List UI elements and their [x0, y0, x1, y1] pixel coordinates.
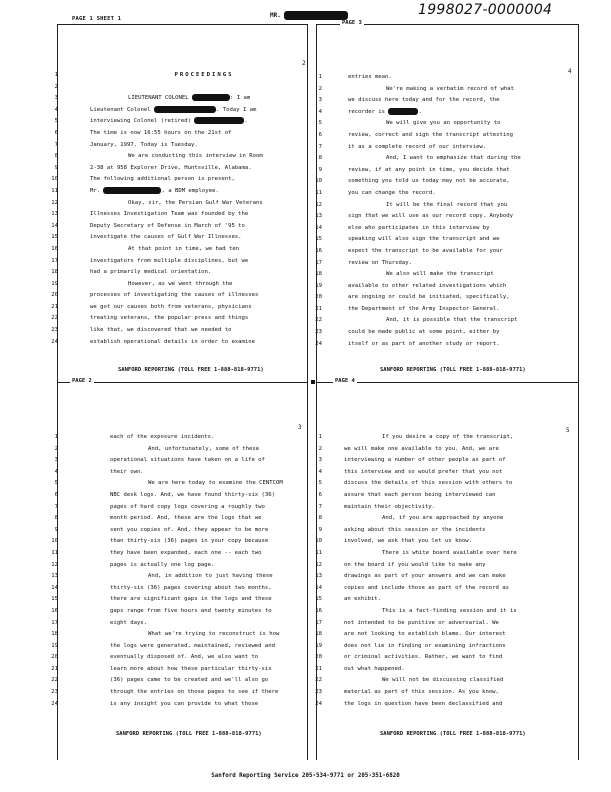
transcript-line: And, in addition to just having these — [148, 573, 273, 580]
transcript-line: investigators from multiple disciplines, but we — [90, 257, 249, 264]
transcript-line: The following additional person is present, — [90, 176, 235, 183]
transcript-line: they have been expanded, each one -- each two — [110, 549, 262, 556]
transcript-line: are not looking to establish blame. Our interest — [344, 631, 506, 638]
transcript-line: And, it is possible that the transcript — [386, 317, 518, 324]
page-footer: SANFORD REPORTING (TOLL FREE 1-888-818-9771) — [380, 367, 526, 373]
transcript-line: involved, we ask that you let us know. — [344, 538, 472, 545]
redaction-bar — [103, 187, 161, 194]
line-numbers: 1 2 3 4 5 6 7 8 9 10 11 12 13 14 15 16 17 18 19 20 21 22 23 24 — [51, 72, 58, 345]
transcript-line: We're making a verbatim record of what — [386, 85, 514, 92]
transcript-line: sign that we will use as our record copy. Anybody — [348, 213, 514, 220]
transcript-line: review, correct and sign the transcript attesting — [348, 131, 514, 138]
transcript-line: What we're trying to reconstruct is how — [148, 631, 280, 638]
transcript-line: And, I want to emphasize that during the — [386, 155, 521, 162]
transcript-line: maintain their objectivity. — [344, 503, 435, 510]
transcript-line — [90, 82, 318, 94]
transcript-line: an exhibit. — [344, 596, 382, 603]
redaction-bar — [284, 11, 348, 20]
page-footer: SANFORD REPORTING (TOLL FREE 1-888-818-9771) — [118, 367, 264, 373]
line-numbers: 1 2 3 4 5 6 7 8 9 10 11 12 13 14 15 16 17 18 19 20 21 22 23 24 — [51, 434, 58, 707]
transcript-line: (36) pages came to be created and we'll also go — [110, 677, 269, 684]
page-footer: SANFORD REPORTING (TOLL FREE 1-888-818-9771) — [116, 731, 262, 737]
transcript-line: eventually disposed of. And, we also want to — [110, 654, 259, 661]
top-rule-left — [57, 24, 307, 25]
transcript-line: or criminal activities. Rather, we want to find — [344, 654, 503, 661]
transcript-line: And, unfortunately, some of these — [148, 445, 260, 452]
page-number: 2 — [302, 60, 306, 67]
transcript-line: The time is now 16:55 hours on the 21st of — [90, 129, 232, 136]
transcript-line: speaking will also sign the transcript and we — [348, 236, 500, 243]
transcript-line: copies and include those as part of the record as — [344, 584, 510, 591]
transcript-page-4 — [304, 60, 584, 380]
transcript-line: their own. — [110, 468, 144, 475]
transcript-line: review on Thursday. — [348, 259, 412, 266]
transcript-line: asking about this session or the incidents — [344, 526, 486, 533]
transcript-line: month period. And, these are the logs that we — [110, 515, 262, 522]
transcript-line: discuss the details of this session with others to — [344, 480, 513, 487]
transcript-line: review, if at any point in time, you decide that — [348, 166, 510, 173]
page-number: 5 — [566, 427, 570, 434]
transcript-line: processes of investigating the causes of illnesses — [90, 292, 259, 299]
transcript-line: drawings as part of your answers and we can make — [344, 573, 506, 580]
redaction-bar — [194, 117, 244, 124]
page-number: 3 — [298, 424, 302, 431]
transcript-line: you can change the record. — [348, 189, 436, 196]
page-sheet-label: PAGE 1 SHEET 1 — [72, 16, 122, 22]
transcript-line: We will not be discussing classified — [382, 677, 504, 684]
transcript-line: entries mean. — [348, 74, 392, 80]
transcript-line: NBC desk logs. And, we have found thirty-six (36) — [110, 491, 276, 498]
transcript-line: we will make one available to you. And, we are — [344, 445, 499, 452]
transcript-lines — [344, 432, 572, 710]
transcript-line: pages is actually one log page. — [110, 561, 215, 568]
transcript-line: something you told us today may not be accurate, — [348, 178, 510, 185]
transcript-line: we got our causes both from veterans, physicians — [90, 303, 252, 310]
transcript-line: establish operational details in order to examine — [90, 338, 256, 345]
transcript-line: out what happened. — [344, 665, 405, 672]
transcript-line: does not lie in finding or examining infractions — [344, 642, 506, 649]
transcript-line: are ongoing or could be initiated, specifically, — [348, 294, 510, 301]
transcript-lines — [110, 432, 310, 710]
transcript-line: Okay, sir, the Persian Gulf War Veterans — [128, 199, 263, 206]
transcript-line: there are significant gaps in the logs and these — [110, 596, 272, 603]
transcript-line: had a primarily medical orientation. — [90, 269, 212, 276]
transcript-line: this interview and so would prefer that you not — [344, 468, 503, 475]
transcript-page-2 — [40, 60, 320, 380]
transcript-line: We are conducting this interview in Room — [128, 153, 263, 160]
mr-label: MR. — [270, 12, 281, 19]
transcript-line: material as part of this session. As you know, — [344, 689, 499, 696]
transcript-line: available to other related investigations which — [348, 282, 507, 289]
transcript-line: like that, we discovered that we needed to — [90, 327, 232, 334]
transcript-line: At that point in time, we had ten — [128, 245, 240, 252]
transcript-lines — [348, 72, 576, 350]
page-tag-2: PAGE 2 — [72, 378, 92, 384]
transcript-page-5 — [304, 424, 584, 744]
transcript-line: LIEUTENANT COLONEL : I am — [128, 95, 251, 102]
transcript-line: operational situations have taken on a life of — [110, 457, 265, 464]
document-number: 1998027-0000004 — [418, 2, 553, 18]
transcript-line: not intended to be punitive or adversarial. We — [344, 619, 499, 626]
transcript-line: Mr. , a BDM employee. — [90, 187, 219, 194]
redaction-bar — [154, 106, 216, 113]
transcript-lines — [90, 70, 318, 348]
transcript-line: We are here today to examine the CENTCOM — [148, 480, 283, 487]
page-footer: SANFORD REPORTING (TOLL FREE 1-888-818-9771) — [380, 731, 526, 737]
transcript-line: itself or as part of another study or report. — [348, 340, 500, 347]
transcript-line: recorder is . — [348, 108, 422, 115]
transcript-line: could be made public at some point, either by — [348, 329, 500, 336]
transcript-line: gaps range from five hours and twenty minutes to — [110, 607, 272, 614]
line-numbers: 1 2 3 4 5 6 7 8 9 10 11 12 13 14 15 16 17 18 19 20 21 22 23 24 — [315, 74, 322, 347]
transcript-line: sent you copies of. And, they appear to be more — [110, 526, 269, 533]
page-number: 4 — [568, 68, 572, 75]
transcript-line: eight days. — [110, 619, 148, 626]
transcript-line: This is a fact-finding session and it is — [382, 607, 517, 614]
transcript-line: each of the exposure incidents. — [110, 434, 215, 440]
transcript-line: treating veterans, the popular press and things — [90, 315, 249, 322]
transcript-line: pages of hard copy logs covering a roughly two — [110, 503, 265, 510]
redaction-bar — [388, 108, 418, 115]
transcript-line: is any insight you can provide to what those — [110, 700, 259, 707]
redaction-bar — [192, 94, 230, 101]
transcript-line: investigate the causes of Gulf War Illnesses. — [90, 234, 242, 241]
transcript-line: January, 1997. Today is Tuesday. — [90, 141, 198, 148]
transcript-line: on the board if you would like to make any — [344, 561, 486, 568]
page-tag-4: PAGE 4 — [335, 378, 355, 384]
transcript-line: Deputy Secretary of Defense in March of '95 to — [90, 222, 245, 229]
transcript-line: PROCEEDINGS — [174, 72, 234, 78]
transcript-line: We also will make the transcript — [386, 271, 494, 278]
service-footer: Sanford Reporting Service 205-534-9771 or 205-351-6820 — [211, 773, 400, 779]
transcript-line: thirty-six (36) pages covering about two months, — [110, 584, 272, 591]
mid-rule-left — [57, 382, 307, 383]
transcript-line: assure that each person being interviewed can — [344, 491, 496, 498]
transcript-line: learn more about how these particular thirty-six — [110, 665, 272, 672]
corner-mark — [311, 380, 315, 384]
transcript-line: If you desire a copy of the transcript, — [382, 434, 514, 440]
transcript-line: We will give you an opportunity to — [386, 120, 501, 127]
transcript-page-3 — [40, 424, 320, 744]
transcript-line: interviewing Colonel (retired) . — [90, 118, 248, 125]
transcript-line: It will be the final record that you — [386, 201, 508, 208]
transcript-line: And, if you are approached by anyone — [382, 515, 504, 522]
transcript-line: the Department of the Army Inspector General. — [348, 305, 500, 312]
transcript-line: There is white board available over here — [382, 549, 517, 556]
transcript-line: interviewing a number of other people as part of — [344, 457, 506, 464]
transcript-line: else who participates in this interview by — [348, 224, 490, 231]
page-tag-3: PAGE 3 — [342, 20, 362, 26]
line-numbers: 1 2 3 4 5 6 7 8 9 10 11 12 13 14 15 16 17 18 19 20 21 22 23 24 — [315, 434, 322, 707]
transcript-line: However, as we went through the — [128, 280, 233, 287]
transcript-line: through the entries on those pages to see if there — [110, 689, 279, 696]
transcript-line: Lieutenant Colonel . Today I am — [90, 106, 257, 113]
transcript-line: we discuss here today and for the record, the — [348, 97, 500, 104]
transcript-line: the logs were generated, maintained, reviewed and — [110, 642, 276, 649]
transcript-line: than thirty-six (36) pages in your copy because — [110, 538, 269, 545]
transcript-line: expect the transcript to be available for your — [348, 247, 503, 254]
transcript-line: Illnesses Investigation Team was founded by the — [90, 211, 249, 218]
header-mr — [270, 11, 348, 20]
transcript-line: the logs in question have been declassified and — [344, 700, 503, 707]
transcript-line: 2-38 at 958 Explorer Drive, Huntsville, Alabama. — [90, 164, 252, 171]
transcript-line: it as a complete record of our interview. — [348, 143, 487, 150]
